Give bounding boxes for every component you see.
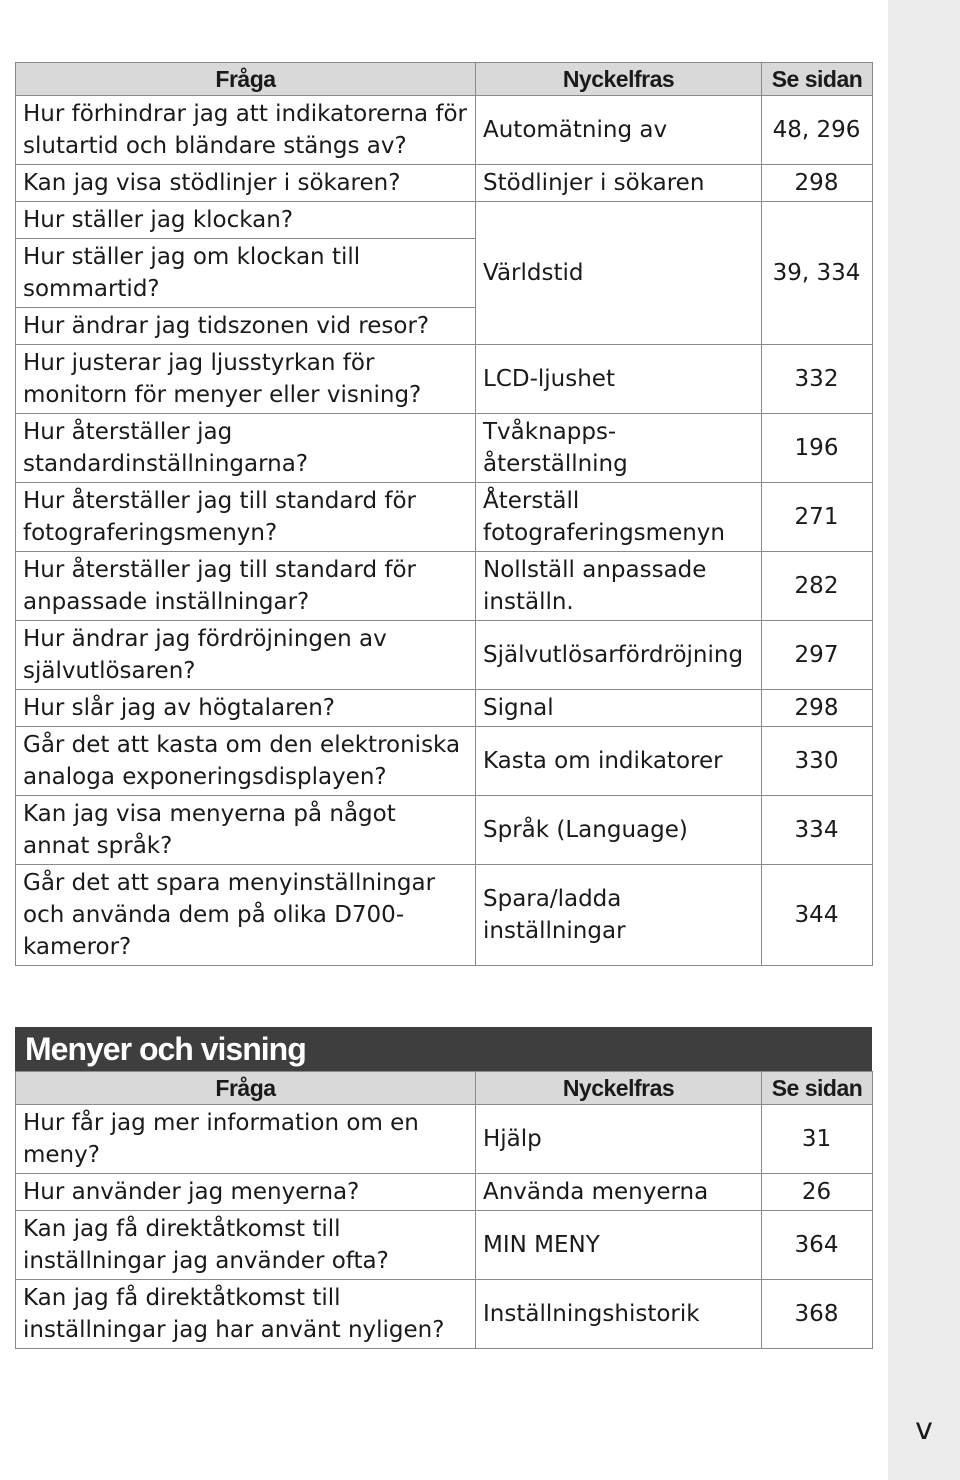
table-row bbox=[16, 727, 873, 796]
question-cell: Går det att kasta om den elektroniska analoga exponeringsdisplayen? bbox=[16, 727, 476, 796]
table-row bbox=[16, 414, 873, 483]
table-row bbox=[16, 621, 873, 690]
question-cell: Kan jag få direktåtkomst till inställningar jag använder ofta? bbox=[16, 1211, 476, 1280]
question-cell: Hur ändrar jag fördröjningen av självutlösaren? bbox=[16, 621, 476, 690]
keyword-cell: Språk (Language) bbox=[476, 796, 762, 865]
question-cell: Kan jag få direktåtkomst till inställningar jag har använt nyligen? bbox=[16, 1280, 476, 1349]
page-cell: 196 bbox=[762, 414, 873, 483]
question-cell: Kan jag visa stödlinjer i sökaren? bbox=[16, 165, 476, 202]
keyword-cell: Spara/ladda inställningar bbox=[476, 865, 762, 966]
table-row bbox=[16, 1174, 873, 1211]
question-cell: Hur ändrar jag tidszonen vid resor? bbox=[16, 308, 476, 345]
section-title: Menyer och visning bbox=[15, 1027, 872, 1071]
keyword-cell: Inställningshistorik bbox=[476, 1280, 762, 1349]
keyword-cell: LCD-ljushet bbox=[476, 345, 762, 414]
keyword-cell: Självutlösarfördröjning bbox=[476, 621, 762, 690]
keyword-cell: Signal bbox=[476, 690, 762, 727]
page-cell: 298 bbox=[762, 165, 873, 202]
table-row bbox=[16, 1280, 873, 1349]
keyword-cell: MIN MENY bbox=[476, 1211, 762, 1280]
page-cell: 330 bbox=[762, 727, 873, 796]
table-row bbox=[16, 96, 873, 165]
keyword-cell: Återställ fotograferingsmenyn bbox=[476, 483, 762, 552]
page-cell: 334 bbox=[762, 796, 873, 865]
table-row bbox=[16, 796, 873, 865]
question-cell: Hur återställer jag till standard för fotograferingsmenyn? bbox=[16, 483, 476, 552]
page-cell: 332 bbox=[762, 345, 873, 414]
page-column-header: Se sidan bbox=[762, 1072, 873, 1105]
page-cell: 31 bbox=[762, 1105, 873, 1174]
question-cell: Går det att spara menyinställningar och använda dem på olika D700-kameror? bbox=[16, 865, 476, 966]
table-row bbox=[16, 690, 873, 727]
page-cell: 282 bbox=[762, 552, 873, 621]
question-cell: Hur ställer jag om klockan till sommartid? bbox=[16, 239, 476, 308]
table-row bbox=[16, 1211, 873, 1280]
table-row bbox=[16, 552, 873, 621]
question-cell: Hur justerar jag ljusstyrkan för monitorn för menyer eller visning? bbox=[16, 345, 476, 414]
keyword-column-header: Nyckelfras bbox=[476, 63, 762, 96]
question-column-header: Fråga bbox=[16, 63, 476, 96]
question-cell: Hur använder jag menyerna? bbox=[16, 1174, 476, 1211]
keyword-cell: Världstid bbox=[476, 202, 762, 345]
page-cell: 344 bbox=[762, 865, 873, 966]
question-cell: Kan jag visa menyerna på något annat språk? bbox=[16, 796, 476, 865]
page-margin-strip bbox=[888, 0, 960, 1480]
table-row bbox=[16, 483, 873, 552]
page-column-header: Se sidan bbox=[762, 63, 873, 96]
faq-table bbox=[15, 1071, 873, 1349]
keyword-cell: Tvåknapps-återställning bbox=[476, 414, 762, 483]
keyword-cell: Nollställ anpassade inställn. bbox=[476, 552, 762, 621]
page-cell: 368 bbox=[762, 1280, 873, 1349]
table-row bbox=[16, 865, 873, 966]
page-cell: 364 bbox=[762, 1211, 873, 1280]
question-cell: Hur får jag mer information om en meny? bbox=[16, 1105, 476, 1174]
table-row bbox=[16, 345, 873, 414]
keyword-cell: Kasta om indikatorer bbox=[476, 727, 762, 796]
question-cell: Hur återställer jag standardinställningarna? bbox=[16, 414, 476, 483]
question-cell: Hur förhindrar jag att indikatorerna för slutartid och bländare stängs av? bbox=[16, 96, 476, 165]
keyword-cell: Hjälp bbox=[476, 1105, 762, 1174]
keyword-cell: Stödlinjer i sökaren bbox=[476, 165, 762, 202]
question-cell: Hur ställer jag klockan? bbox=[16, 202, 476, 239]
keyword-cell: Automätning av bbox=[476, 96, 762, 165]
keyword-cell: Använda menyerna bbox=[476, 1174, 762, 1211]
page-cell: 297 bbox=[762, 621, 873, 690]
page-number: v bbox=[915, 1412, 933, 1447]
question-column-header: Fråga bbox=[16, 1072, 476, 1105]
faq-table bbox=[15, 62, 873, 966]
page-cell: 39, 334 bbox=[762, 202, 873, 345]
page-cell: 271 bbox=[762, 483, 873, 552]
table-row bbox=[16, 1105, 873, 1174]
page-cell: 26 bbox=[762, 1174, 873, 1211]
table-row bbox=[16, 165, 873, 202]
question-cell: Hur slår jag av högtalaren? bbox=[16, 690, 476, 727]
page-cell: 48, 296 bbox=[762, 96, 873, 165]
table-header-row bbox=[16, 1072, 873, 1105]
table-row bbox=[16, 202, 873, 239]
keyword-column-header: Nyckelfras bbox=[476, 1072, 762, 1105]
page-cell: 298 bbox=[762, 690, 873, 727]
table-header-row bbox=[16, 63, 873, 96]
question-cell: Hur återställer jag till standard för anpassade inställningar? bbox=[16, 552, 476, 621]
